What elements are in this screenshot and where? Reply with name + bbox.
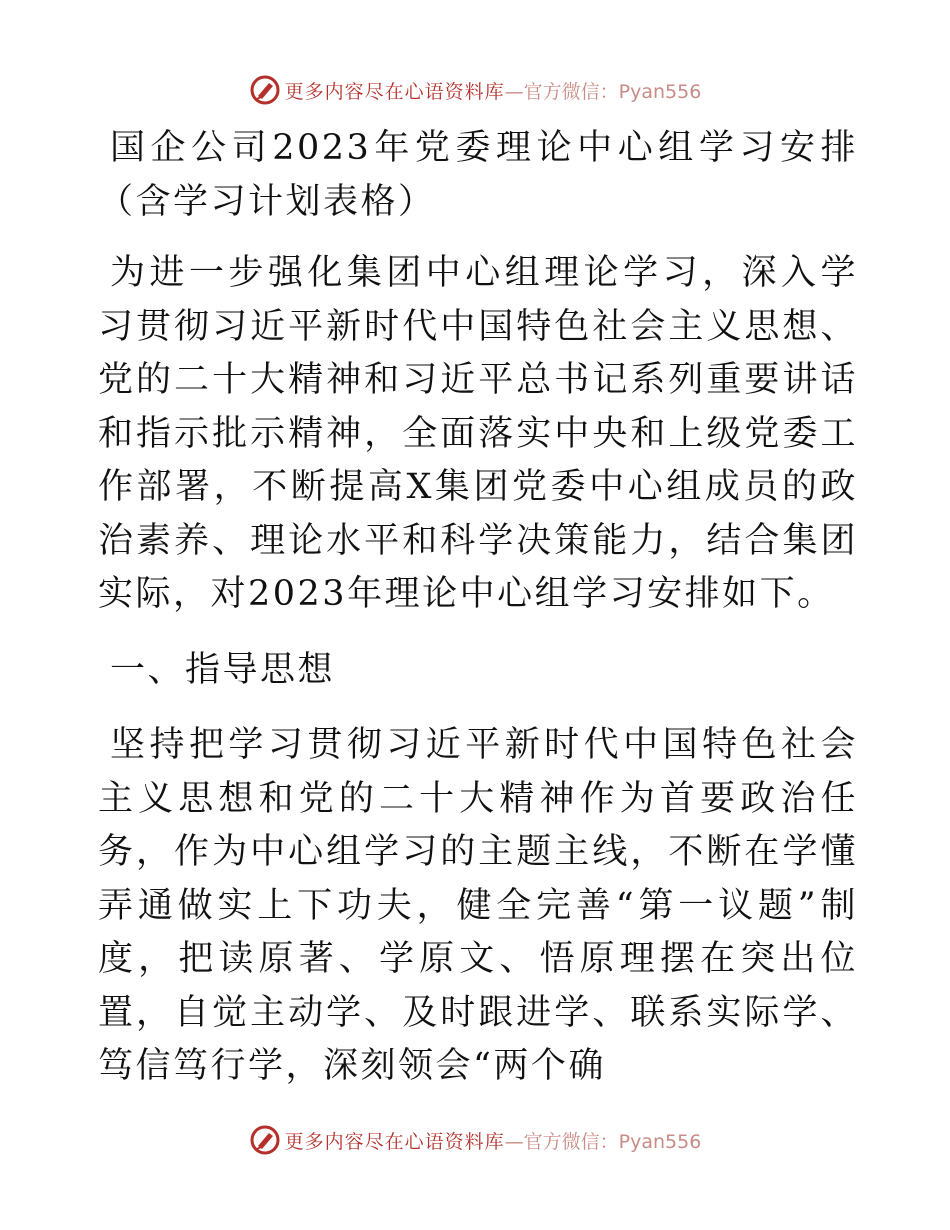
watermark-header xyxy=(0,70,950,110)
section-heading: 一、指导思想 xyxy=(110,649,336,690)
watermark-contact: —官方微信：Pyan556 xyxy=(504,1130,702,1153)
document-title: 国企公司2023年党委理论中心组学习安排（含学习计划表格） xyxy=(98,128,858,222)
watermark-site: 更多内容尽在心语资料库 xyxy=(284,80,505,103)
watermark-site: 更多内容尽在心语资料库 xyxy=(284,1130,505,1153)
watermark-footer xyxy=(0,1120,950,1160)
section-paragraph: 坚持把学习贯彻习近平新时代中国特色社会主义思想和党的二十大精神作为首要政治任务，作为中心组学习的主题主线，不断在学懂弄通做实上下功夫，健全完善“第一议题”制度，把读原著、学原文、悟原理摆在突出位置，自觉主动学、及时跟进学、联系实际学、笃信笃行学，深刻领会“两个确 xyxy=(98,725,858,1086)
seal-logo-icon xyxy=(249,1124,281,1156)
document-body xyxy=(98,122,858,1094)
intro-paragraph: 为进一步强化集团中心组理论学习，深入学习贯彻习近平新时代中国特色社会主义思想、党的二十大精神和习近平总书记系列重要讲话和指示批示精神，全面落实中央和上级党委工作部署，不断提高X集团党委中心组成员的政治素养、理论水平和科学决策能力，结合集团实际，对2023年理论中心组学习安排如下。 xyxy=(98,253,858,614)
watermark-contact: —官方微信：Pyan556 xyxy=(504,80,702,103)
seal-logo-icon xyxy=(249,74,281,106)
